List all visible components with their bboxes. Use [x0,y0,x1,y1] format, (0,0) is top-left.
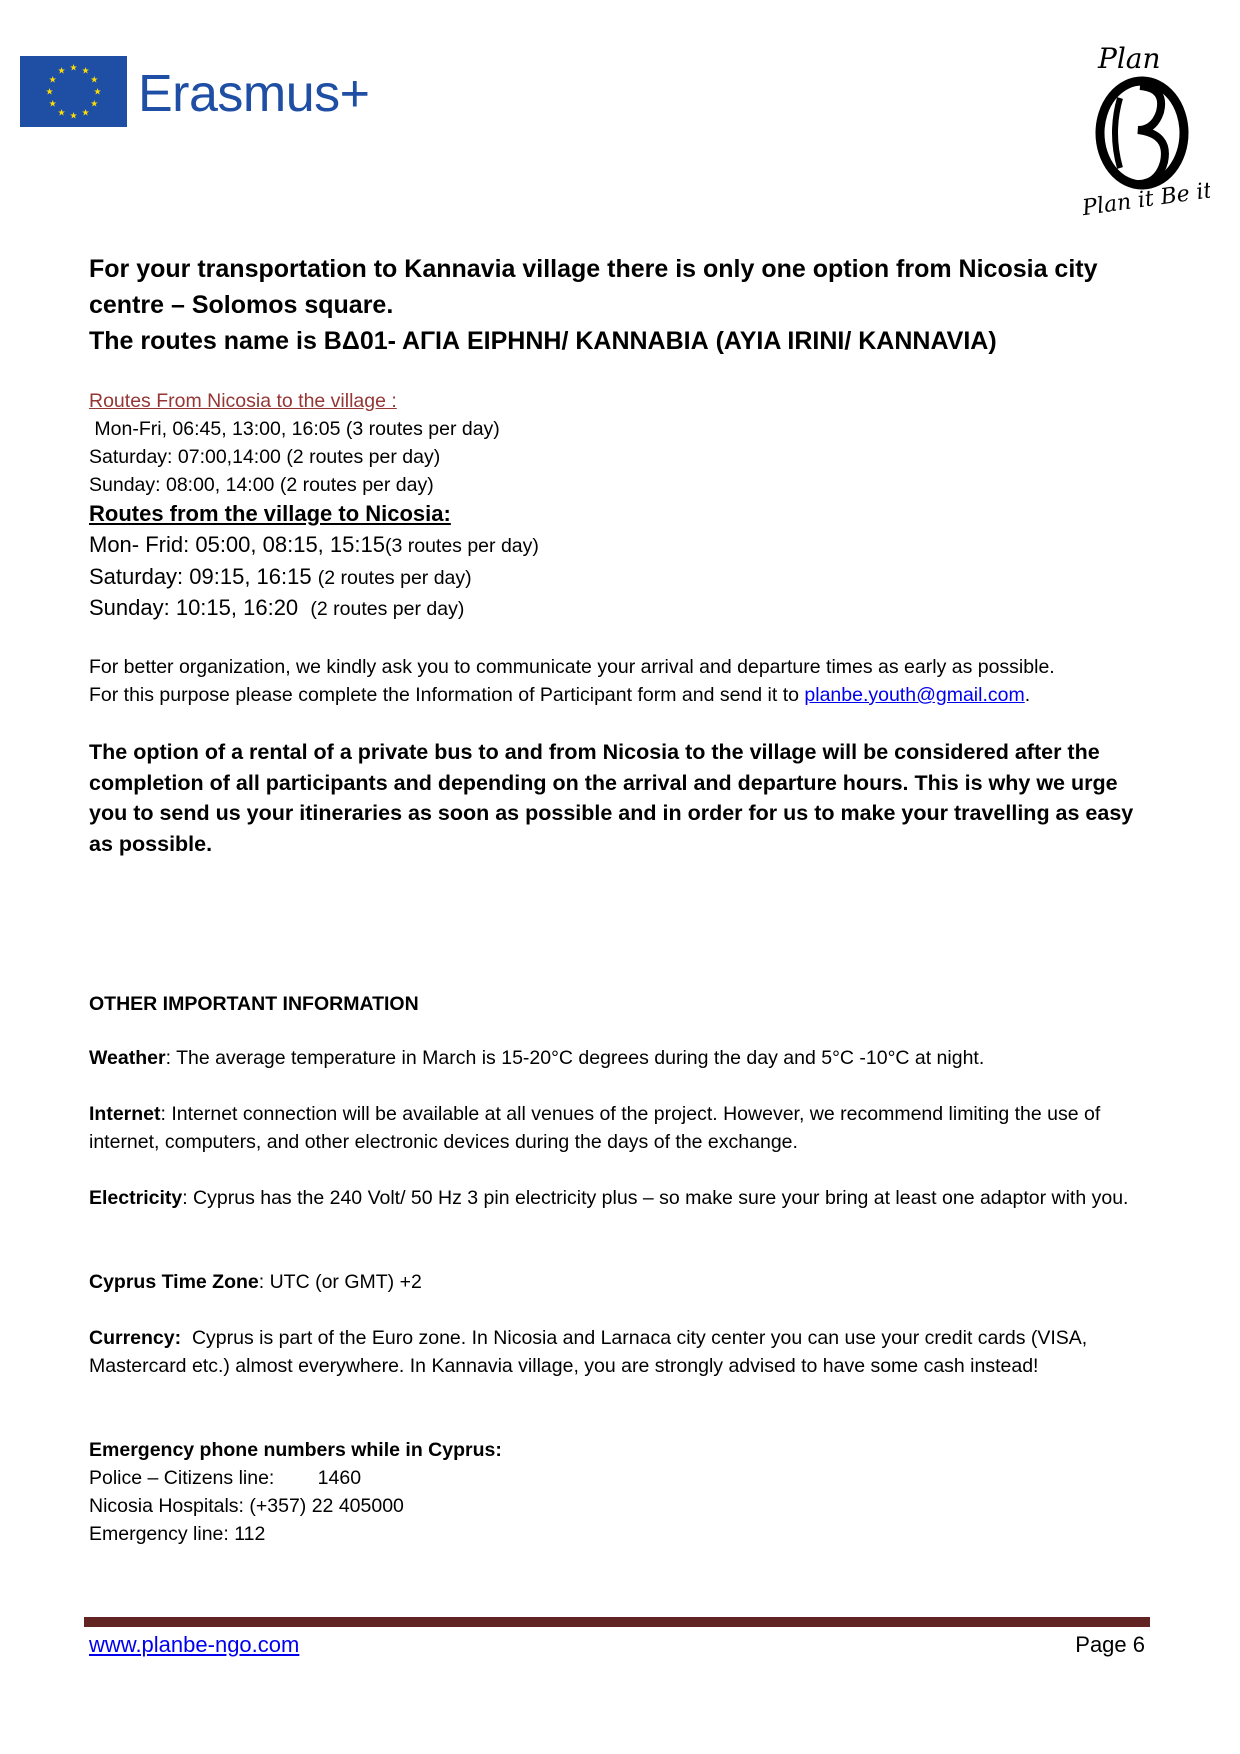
electricity-label: Electricity [89,1187,183,1209]
planbe-logo-top-text: Plan [1098,42,1161,75]
footer-divider [84,1617,1150,1627]
currency-info [89,1324,1149,1380]
organization-line-2-text: For this purpose please complete the Information of Participant form and send it to [89,684,805,706]
eu-star-icon: ★ [48,74,57,85]
routes-from-nicosia-title: Routes From Nicosia to the village : [89,390,397,412]
emergency-numbers [89,1436,1149,1548]
transport-heading [89,251,1149,359]
schedule-times: Mon- Frid: 05:00, 08:15, 15:15 [89,532,385,557]
organization-paragraph [89,653,1149,709]
eu-flag-icon [20,56,127,127]
heading-line: The routes name is ΒΔ01- ΑΓΙΑ ΕΙΡΗΝΗ/ ΚΑΝΝΑΒΙΑ (AYIA IRINI/ KANNAVIA) [89,327,997,355]
internet-text: : Internet connection will be available at all venues of the project. However, we recommend limiting the use of internet, computers, and other electronic devices during the days of the exchange. [89,1103,1101,1153]
schedule-times: Sunday: 10:15, 16:20 [89,595,311,620]
schedule-note: (2 routes per day) [310,598,465,620]
electricity-info [89,1184,1149,1212]
internet-info [89,1100,1149,1156]
schedule-row: Saturday: 07:00,14:00 (2 routes per day) [89,446,441,468]
timezone-text: : UTC (or GMT) +2 [258,1271,422,1293]
email-link[interactable]: planbe.youth@gmail.com [804,684,1025,706]
timezone-label: Cyprus Time Zone [89,1271,259,1293]
other-info-title: OTHER IMPORTANT INFORMATION [89,993,419,1015]
electricity-text: : Cyprus has the 240 Volt/ 50 Hz 3 pin electricity plus – so make sure your bring at least one adaptor with you. [182,1187,1129,1209]
eu-star-icon: ★ [69,110,78,121]
internet-label: Internet [89,1103,161,1125]
planbe-logo-b-stroke [1138,86,1165,184]
erasmus-plus-logo [20,56,380,128]
eu-star-icon: ★ [90,74,99,85]
page-number: Page 6 [1075,1632,1145,1657]
eu-star-icon: ★ [81,65,90,76]
routes-to-nicosia-list [89,530,539,625]
planbe-logo-bottom-text: Plan it Be it [1080,178,1210,218]
weather-label: Weather [89,1047,166,1069]
currency-text: Cyprus is part of the Euro zone. In Nicosia and Larnaca city center you can use your credit cards (VISA, Mastercard etc.) almost everywhere. In Kannavia village, you are strongly advised to have some cash instead! [89,1327,1093,1377]
weather-text: : The average temperature in March is 15-20°C degrees during the day and 5°C -10°C at night. [165,1047,985,1069]
eu-star-icon: ★ [57,107,66,118]
schedule-row: Mon-Fri, 06:45, 13:00, 16:05 (3 routes per day) [89,418,500,440]
planbe-logo [1080,38,1210,218]
emergency-row: Police – Citizens line: 1460 [89,1467,362,1489]
schedule-times: Saturday: 09:15, 16:15 [89,563,318,589]
emergency-row: Nicosia Hospitals: (+357) 22 405000 [89,1495,404,1517]
bus-rental-paragraph: The option of a rental of a private bus to and from Nicosia to the village will be considered after the completion of all participants and depending on the arrival and departure hours. This is why we urge you to send us your itineraries as soon as possible and in order for us to make your travelling as easy as possible. [89,740,1134,856]
planbe-logo-e-stroke [1115,98,1120,168]
eu-star-icon: ★ [93,86,102,97]
organization-line-2 [89,681,1149,709]
schedule-note: (2 routes per day) [317,566,472,589]
schedule-row: Sunday: 08:00, 14:00 (2 routes per day) [89,474,434,496]
currency-label: Currency: [89,1327,182,1349]
eu-star-icon: ★ [45,86,54,97]
erasmus-logo-text: Erasmus+ [138,65,370,123]
eu-star-icon: ★ [57,65,66,76]
organization-line-1: For better organization, we kindly ask you to communicate your arrival and departure times as early as possible. [89,656,1055,678]
schedule-row [89,562,539,594]
emergency-title: Emergency phone numbers while in Cyprus: [89,1439,502,1461]
schedule-row [89,530,539,562]
emergency-row: Emergency line: 112 [89,1523,266,1545]
eu-star-icon: ★ [81,107,90,118]
planbe-logo-icon [1080,38,1210,218]
eu-star-icon: ★ [90,98,99,109]
schedule-note: (3 routes per day) [384,535,539,557]
website-link[interactable]: www.planbe-ngo.com [89,1632,300,1657]
routes-to-nicosia-title: Routes from the village to Nicosia: [89,501,451,526]
schedule-row [89,593,539,625]
eu-stars-icon [20,56,127,127]
eu-star-icon: ★ [48,98,57,109]
eu-star-icon: ★ [69,62,78,73]
organization-line-2-suffix: . [1024,684,1031,706]
heading-line: centre – Solomos square. [89,291,394,319]
timezone-info [89,1268,1149,1296]
routes-from-nicosia-list [89,415,500,499]
weather-info [89,1044,1149,1072]
heading-line: For your transportation to Kannavia village there is only one option from Nicosia city [89,255,1098,283]
